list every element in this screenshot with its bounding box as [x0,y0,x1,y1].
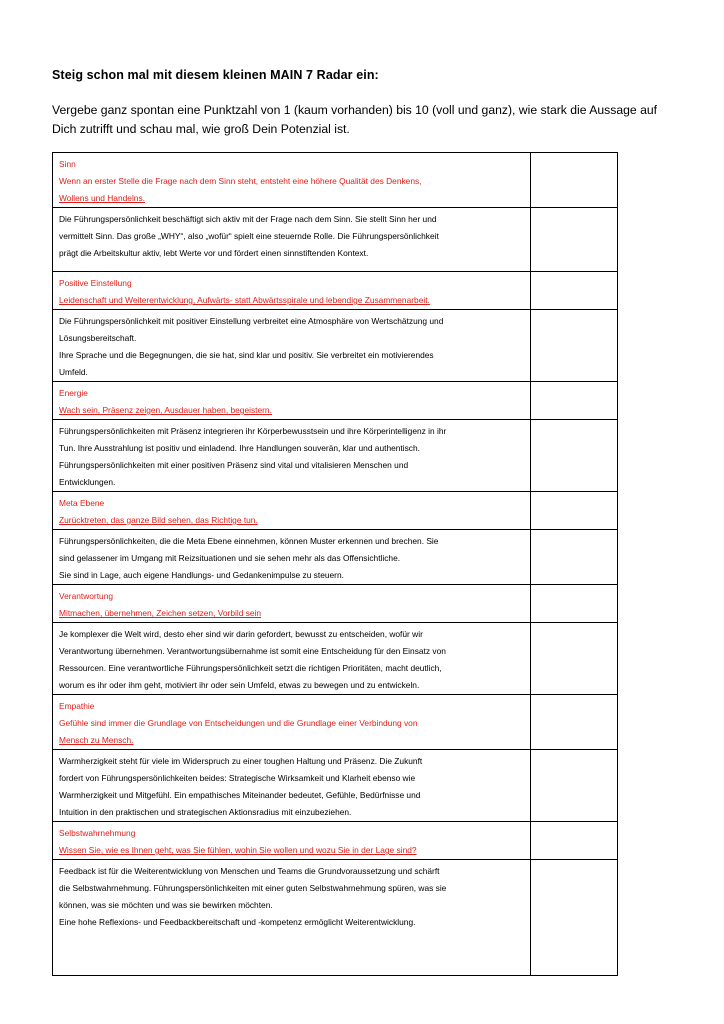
section-description-line: fordert von Führungspersönlichkeiten beides: Strategische Wirksamkeit und Klarheit ebenso wie [59,773,416,783]
section-description-row-empathie [53,750,618,822]
section-description-cell [53,420,531,492]
score-box-blank [531,750,618,822]
section-header-row-meta-ebene [53,492,618,530]
section-description-cell [53,860,531,976]
section-description-line: Ihre Sprache und die Begegnungen, die sie hat, sind klar und positiv. Sie verbreitet ein motivierendes [59,350,434,360]
section-header-row-positive-einstellung [53,272,618,310]
section-description-line: Führungspersönlichkeiten mit Präsenz integrieren ihr Körperbewusstsein und ihre Körperintelligenz in ihr [59,426,447,436]
section-header-cell [53,272,531,310]
section-description-line: Die Führungspersönlichkeit beschäftigt sich aktiv mit der Frage nach dem Sinn. Sie stellt Sinn her und [59,214,437,224]
section-header-row-sinn [53,153,618,208]
section-description-line: Führungspersönlichkeiten, die die Meta Ebene einnehmen, können Muster erkennen und brechen. Sie [59,536,439,546]
section-description-line: prägt die Arbeitskultur aktiv, lebt Werte vor und fördert einen sinnstiftenden Kontext. [59,248,369,258]
section-description-line: Verantwortung übernehmen. Verantwortungsübernahme ist somit eine Entscheidung für den Einsatz von [59,646,446,656]
score-box-sinn[interactable] [531,153,618,208]
section-header-row-selbstwahrnehmung [53,822,618,860]
section-description-cell [53,208,531,272]
section-subtitle-line: Wissen Sie, wie es Ihnen geht, was Sie fühlen, wohin Sie wollen und wozu Sie in der Lage sind? [59,845,417,855]
section-description-line: Entwicklungen. [59,477,116,487]
score-box-blank [531,623,618,695]
section-subtitle-line: Wollens und Handelns. [59,193,145,203]
section-description-line: Die Führungspersönlichkeit mit positiver Einstellung verbreitet eine Atmosphäre von Wertschätzung und [59,316,444,326]
section-description-line: Tun. Ihre Ausstrahlung ist positiv und einladend. Ihre Handlungen souverän, klar und authentisch. [59,443,420,453]
section-title: Selbstwahrnehmung [59,828,136,838]
section-description-line: Sie sind in Lage, auch eigene Handlungs- und Gedankenimpulse zu steuern. [59,570,344,580]
intro-text: Vergebe ganz spontan eine Punktzahl von 1 (kaum vorhanden) bis 10 (voll und ganz), wie stark die Aussage auf Dich zutrifft und schau mal, wie groß Dein Potenzial ist. [52,103,658,136]
section-description-line: sind gelassener im Umgang mit Reizsituationen und sie sehen mehr als das Offensichtliche. [59,553,401,563]
section-description-cell [53,310,531,382]
section-description-line: Führungspersönlichkeiten mit einer positiven Präsenz sind vital und vitalisieren Menschen und [59,460,409,470]
section-description-line: Ressourcen. Eine verantwortliche Führungspersönlichkeit setzt die richtigen Prioritäten, macht deutlich, [59,663,442,673]
score-box-energie[interactable] [531,382,618,420]
section-title: Empathie [59,701,95,711]
section-header-cell [53,585,531,623]
score-box-blank [531,530,618,585]
section-description-line: worum es ihr oder ihm geht, motiviert ihr oder sein Umfeld, etwas zu bewegen und zu entwickeln. [59,680,420,690]
section-description-line: die Selbstwahrnehmung. Führungspersönlichkeiten mit einer guten Selbstwahrnehmung spüren, was sie [59,883,447,893]
section-description-line: Je komplexer die Welt wird, desto eher sind wir darin gefordert, bewusst zu entscheiden, wofür wir [59,629,423,639]
section-header-cell [53,822,531,860]
score-box-blank [531,860,618,976]
section-title: Verantwortung [59,591,114,601]
section-title: Energie [59,388,88,398]
section-description-cell [53,750,531,822]
section-title: Sinn [59,159,76,169]
section-subtitle-line: Wenn an erster Stelle die Frage nach dem Sinn steht, entsteht eine höhere Qualität des Denkens, [59,176,422,186]
section-subtitle-line: Gefühle sind immer die Grundlage von Entscheidungen und die Grundlage einer Verbindung von [59,718,418,728]
section-description-row-energie [53,420,618,492]
section-title: Meta Ebene [59,498,105,508]
section-subtitle-line: Mitmachen, übernehmen, Zeichen setzen, Vorbild sein [59,608,262,618]
section-description-row-selbstwahrnehmung [53,860,618,976]
section-subtitle-line: Zurücktreten, das ganze Bild sehen, das Richtige tun. [59,515,258,525]
section-header-cell [53,382,531,420]
score-box-meta-ebene[interactable] [531,492,618,530]
section-header-row-empathie [53,695,618,750]
section-description-row-meta-ebene [53,530,618,585]
section-description-row-positive-einstellung [53,310,618,382]
page-heading: Steig schon mal mit diesem kleinen MAIN 7 Radar ein: [52,68,379,82]
section-description-line: Eine hohe Reflexions- und Feedbackbereitschaft und -kompetenz ermöglicht Weiterentwicklung. [59,917,416,927]
score-box-verantwortung[interactable] [531,585,618,623]
section-description-line: Warmherzigkeit steht für viele im Widerspruch zu einer toughen Haltung und Präsenz. Die Zukunft [59,756,423,766]
section-description-cell [53,623,531,695]
section-description-line: vermittelt Sinn. Das große „WHY“, also „wofür“ spielt eine steuernde Rolle. Die Führungspersönlichkeit [59,231,439,241]
section-description-line: Intuition in den praktischen und strategischen Aktionsradius mit einzubeziehen. [59,807,352,817]
section-subtitle-line: Wach sein, Präsenz zeigen, Ausdauer haben, begeistern. [59,405,272,415]
score-box-selbstwahrnehmung[interactable] [531,822,618,860]
section-header-cell [53,492,531,530]
section-title: Positive Einstellung [59,278,132,288]
radar-table [52,152,618,976]
section-header-row-verantwortung [53,585,618,623]
section-header-row-energie [53,382,618,420]
section-description-line: Feedback ist für die Weiterentwicklung von Menschen und Teams die Grundvoraussetzung und schärft [59,866,440,876]
section-description-row-verantwortung [53,623,618,695]
section-description-line: können, was sie möchten und was sie bewirken möchten. [59,900,273,910]
section-description-cell [53,530,531,585]
score-box-positive-einstellung[interactable] [531,272,618,310]
section-header-cell [53,695,531,750]
section-subtitle-line: Mensch zu Mensch. [59,735,134,745]
section-description-line: Lösungsbereitschaft. [59,333,137,343]
section-header-cell [53,153,531,208]
score-box-blank [531,208,618,272]
section-subtitle-line: Leidenschaft und Weiterentwicklung, Aufwärts- statt Abwärtsspirale und lebendige Zusammenarbeit. [59,295,430,305]
section-description-line: Warmherzigkeit und Mitgefühl. Ein empathisches Miteinander bedeutet, Gefühle, Bedürfnisse und [59,790,421,800]
score-box-empathie[interactable] [531,695,618,750]
score-box-blank [531,310,618,382]
section-description-line: Umfeld. [59,367,88,377]
section-description-row-sinn [53,208,618,272]
score-box-blank [531,420,618,492]
